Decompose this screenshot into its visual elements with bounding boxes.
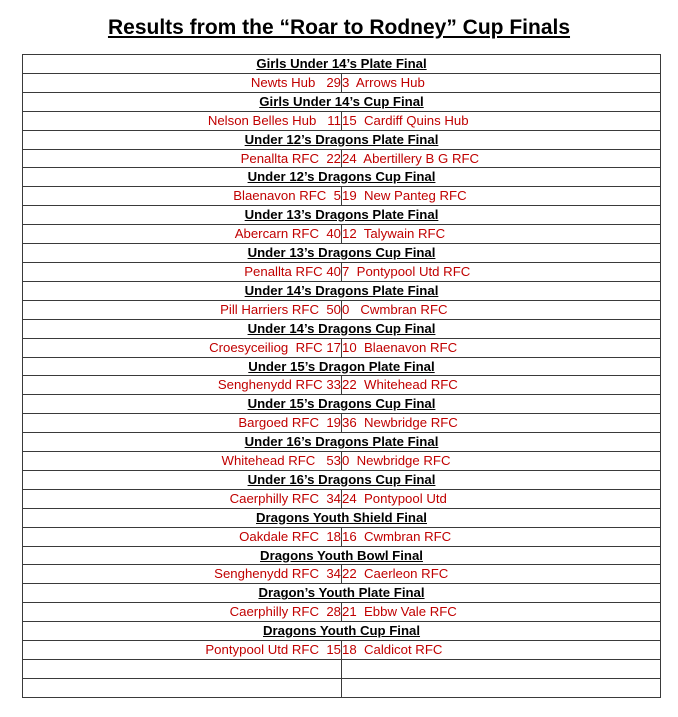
score-row (23, 489, 661, 508)
final-heading: Under 16’s Dragons Plate Final (23, 433, 661, 452)
final-heading-row (23, 584, 661, 603)
empty-row (23, 678, 661, 697)
final-heading-row (23, 92, 661, 111)
score-row (23, 262, 661, 281)
final-heading-row (23, 433, 661, 452)
final-heading-row (23, 395, 661, 414)
home-team-score: Croesyceiliog RFC 17 (23, 338, 342, 357)
score-row (23, 603, 661, 622)
home-team-score: Abercarn RFC 40 (23, 225, 342, 244)
final-heading-row (23, 130, 661, 149)
score-row (23, 338, 661, 357)
away-team-score: 24 Pontypool Utd (342, 489, 661, 508)
final-heading: Dragons Youth Bowl Final (23, 546, 661, 565)
home-team-score: Whitehead RFC 53 (23, 452, 342, 471)
away-team-score: 16 Cwmbran RFC (342, 527, 661, 546)
home-team-score: Pontypool Utd RFC 15 (23, 641, 342, 660)
empty-cell (342, 660, 661, 679)
final-heading-row (23, 55, 661, 74)
away-team-score: 7 Pontypool Utd RFC (342, 262, 661, 281)
away-team-score: 36 Newbridge RFC (342, 414, 661, 433)
final-heading-row (23, 470, 661, 489)
final-heading: Under 15’s Dragon Plate Final (23, 357, 661, 376)
away-team-score: 0 Newbridge RFC (342, 452, 661, 471)
final-heading: Under 14’s Dragons Plate Final (23, 281, 661, 300)
score-row (23, 641, 661, 660)
final-heading-row (23, 319, 661, 338)
score-row (23, 225, 661, 244)
away-team-score: 18 Caldicot RFC (342, 641, 661, 660)
score-row (23, 187, 661, 206)
score-row (23, 565, 661, 584)
away-team-score: 19 New Panteg RFC (342, 187, 661, 206)
final-heading-row (23, 168, 661, 187)
home-team-score: Penallta RFC 22 (23, 149, 342, 168)
final-heading-row (23, 357, 661, 376)
score-row (23, 376, 661, 395)
home-team-score: Senghenydd RFC 34 (23, 565, 342, 584)
away-team-score: 22 Whitehead RFC (342, 376, 661, 395)
final-heading: Under 15’s Dragons Cup Final (23, 395, 661, 414)
final-heading-row (23, 622, 661, 641)
results-body (23, 55, 661, 698)
score-row (23, 527, 661, 546)
final-heading: Dragons Youth Cup Final (23, 622, 661, 641)
empty-cell (342, 678, 661, 697)
final-heading: Girls Under 14’s Cup Final (23, 92, 661, 111)
final-heading-row (23, 281, 661, 300)
score-row (23, 452, 661, 471)
home-team-score: Bargoed RFC 19 (23, 414, 342, 433)
away-team-score: 22 Caerleon RFC (342, 565, 661, 584)
final-heading: Dragon’s Youth Plate Final (23, 584, 661, 603)
home-team-score: Senghenydd RFC 33 (23, 376, 342, 395)
score-row (23, 111, 661, 130)
final-heading: Dragons Youth Shield Final (23, 508, 661, 527)
home-team-score: Caerphilly RFC 34 (23, 489, 342, 508)
away-team-score: 3 Arrows Hub (342, 73, 661, 92)
home-team-score: Nelson Belles Hub 11 (23, 111, 342, 130)
home-team-score: Caerphilly RFC 28 (23, 603, 342, 622)
home-team-score: Pill Harriers RFC 50 (23, 300, 342, 319)
away-team-score: 21 Ebbw Vale RFC (342, 603, 661, 622)
final-heading: Girls Under 14’s Plate Final (23, 55, 661, 74)
away-team-score: 0 Cwmbran RFC (342, 300, 661, 319)
empty-cell (23, 678, 342, 697)
final-heading: Under 13’s Dragons Plate Final (23, 206, 661, 225)
empty-cell (23, 660, 342, 679)
away-team-score: 12 Talywain RFC (342, 225, 661, 244)
away-team-score: 15 Cardiff Quins Hub (342, 111, 661, 130)
final-heading-row (23, 206, 661, 225)
home-team-score: Oakdale RFC 18 (23, 527, 342, 546)
away-team-score: 10 Blaenavon RFC (342, 338, 661, 357)
score-row (23, 414, 661, 433)
final-heading-row (23, 508, 661, 527)
final-heading-row (23, 244, 661, 263)
final-heading-row (23, 546, 661, 565)
final-heading: Under 12’s Dragons Plate Final (23, 130, 661, 149)
home-team-score: Blaenavon RFC 5 (23, 187, 342, 206)
home-team-score: Newts Hub 29 (23, 73, 342, 92)
away-team-score: 24 Abertillery B G RFC (342, 149, 661, 168)
page-title: Results from the “Roar to Rodney” Cup Finals (107, 16, 571, 39)
score-row (23, 300, 661, 319)
home-team-score: Penallta RFC 40 (23, 262, 342, 281)
results-table (22, 54, 661, 698)
final-heading: Under 13’s Dragons Cup Final (23, 244, 661, 263)
final-heading: Under 16’s Dragons Cup Final (23, 470, 661, 489)
empty-row (23, 660, 661, 679)
score-row (23, 73, 661, 92)
final-heading: Under 14’s Dragons Cup Final (23, 319, 661, 338)
score-row (23, 149, 661, 168)
final-heading: Under 12’s Dragons Cup Final (23, 168, 661, 187)
